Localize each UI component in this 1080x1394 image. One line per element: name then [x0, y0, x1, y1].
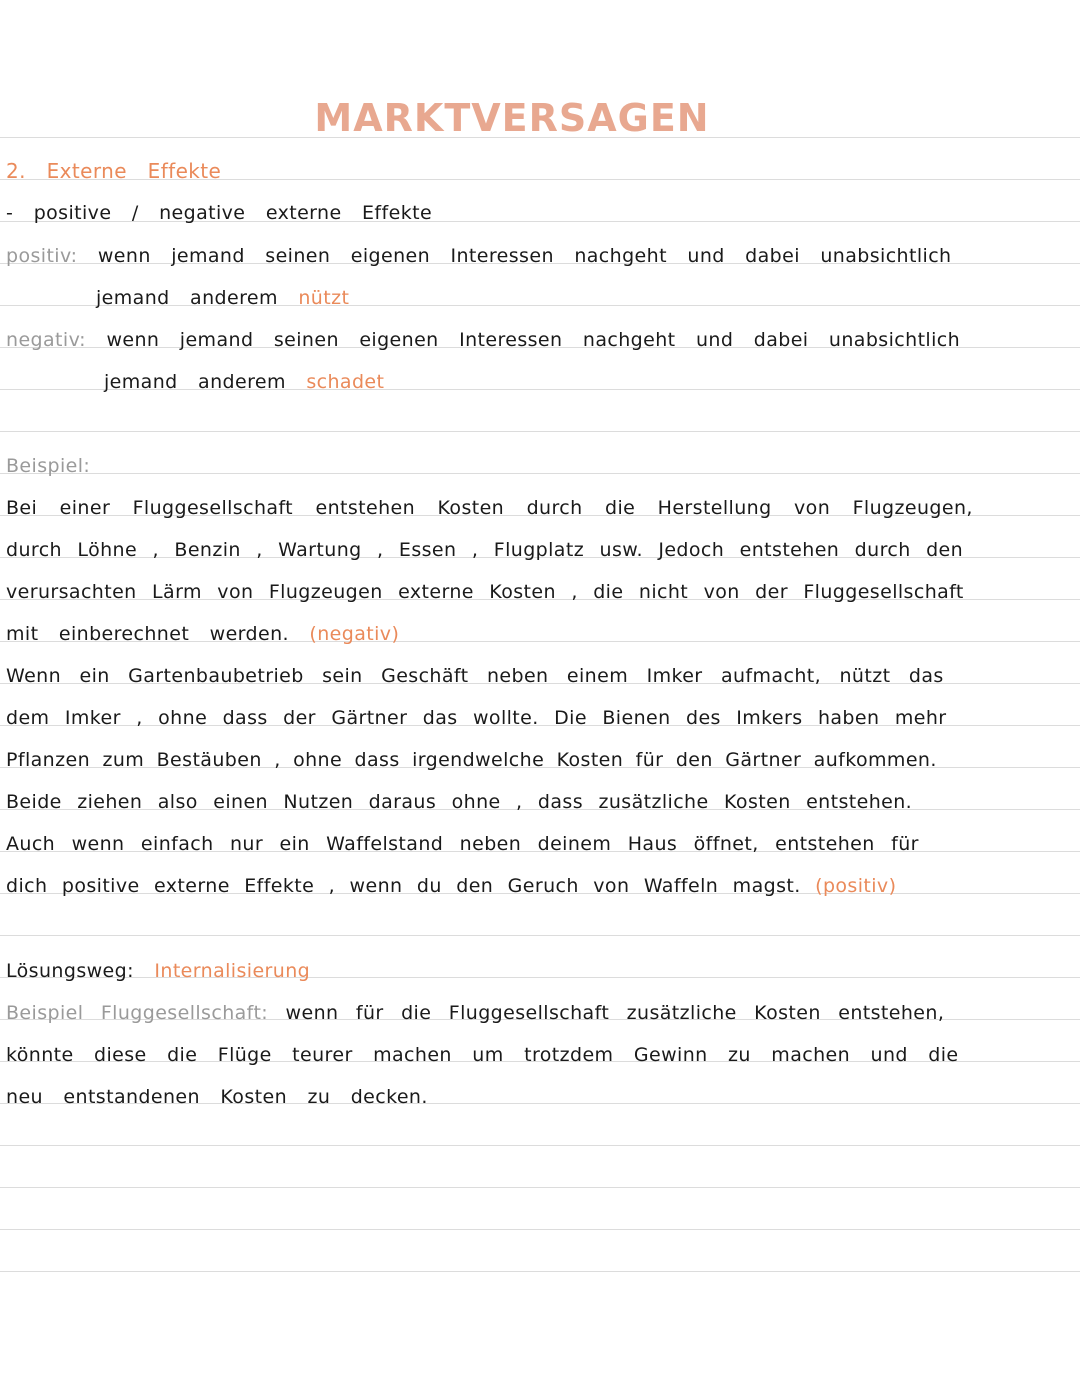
beispiel-line: Beide ziehen also einen Nutzen daraus ohne , dass zusätzliche Kosten entstehen.: [6, 791, 913, 813]
beispiel-line: verursachten Lärm von Flugzeugen externe Kosten , die nicht von der Fluggesellschaft: [6, 581, 964, 603]
positiv-accent: nützt: [298, 287, 350, 309]
negativ-line2-text: jemand anderem: [104, 371, 286, 393]
beispiel-line: Auch wenn einfach nur ein Waffelstand neben deinem Haus öffnet, entstehen für: [6, 833, 919, 855]
beispiel-line: Bei einer Fluggesellschaft entstehen Kosten durch die Herstellung von Flugzeugen,: [6, 497, 973, 519]
loesung-line-2: [6, 1000, 1070, 1026]
ruled-line: [0, 1271, 1080, 1272]
loesung-label: Lösungsweg:: [6, 960, 134, 982]
ruled-line: [0, 935, 1080, 936]
ruled-line: [0, 431, 1080, 432]
positiv-line2-text: jemand anderem: [96, 287, 278, 309]
ruled-line: [0, 1229, 1080, 1230]
positiv-tag: (positiv): [815, 875, 897, 897]
negativ-label: negativ:: [6, 329, 86, 351]
beispiel-line: durch Löhne , Benzin , Wartung , Essen , Flugplatz usw. Jedoch entstehen durch den: [6, 539, 964, 561]
negativ-tag: (negativ): [309, 623, 400, 645]
bullet-positive-negative: - positive / negative externe Effekte: [6, 202, 433, 224]
loesung-line-1: [6, 958, 1070, 984]
ruled-line: [0, 1187, 1080, 1188]
ruled-line: [0, 1145, 1080, 1146]
beispiel-label: Beispiel:: [6, 455, 91, 477]
loesung-line-4: neu entstandenen Kosten zu decken.: [6, 1086, 428, 1108]
positiv-label: positiv:: [6, 245, 78, 267]
loesung-example-label: Beispiel Fluggesellschaft:: [6, 1002, 269, 1024]
positiv-line-1: [6, 243, 1070, 269]
loesung-example-text: wenn für die Fluggesellschaft zusätzliche Kosten entstehen,: [285, 1002, 945, 1024]
positiv-definition: wenn jemand seinen eigenen Interessen nachgeht und dabei unabsichtlich: [97, 245, 952, 267]
loesung-accent: Internalisierung: [154, 960, 311, 982]
negativ-definition: wenn jemand seinen eigenen Interessen nachgeht und dabei unabsichtlich: [106, 329, 961, 351]
beispiel-last-text: dich positive externe Effekte , wenn du den Geruch von Waffeln magst.: [6, 875, 801, 897]
negativ-line-1: [6, 327, 1070, 353]
beispiel-line: [6, 873, 1070, 899]
beispiel-line: Pflanzen zum Bestäuben , ohne dass irgendwelche Kosten für den Gärtner aufkommen.: [6, 749, 937, 771]
beispiel-line: [6, 621, 1070, 647]
beispiel-line4-text: mit einberechnet werden.: [6, 623, 289, 645]
beispiel-line: Wenn ein Gartenbaubetrieb sein Geschäft neben einem Imker aufmacht, nützt das: [6, 665, 944, 687]
loesung-line-3: könnte diese die Flüge teurer machen um trotzdem Gewinn zu machen und die: [6, 1044, 959, 1066]
beispiel-line: dem Imker , ohne dass der Gärtner das wollte. Die Bienen des Imkers haben mehr: [6, 707, 947, 729]
page-title: MARKTVERSAGEN: [314, 96, 710, 140]
negativ-line-2: [104, 369, 1070, 395]
positiv-line-2: [96, 285, 1070, 311]
negativ-accent: schadet: [306, 371, 385, 393]
section-heading: 2. Externe Effekte: [6, 159, 222, 183]
